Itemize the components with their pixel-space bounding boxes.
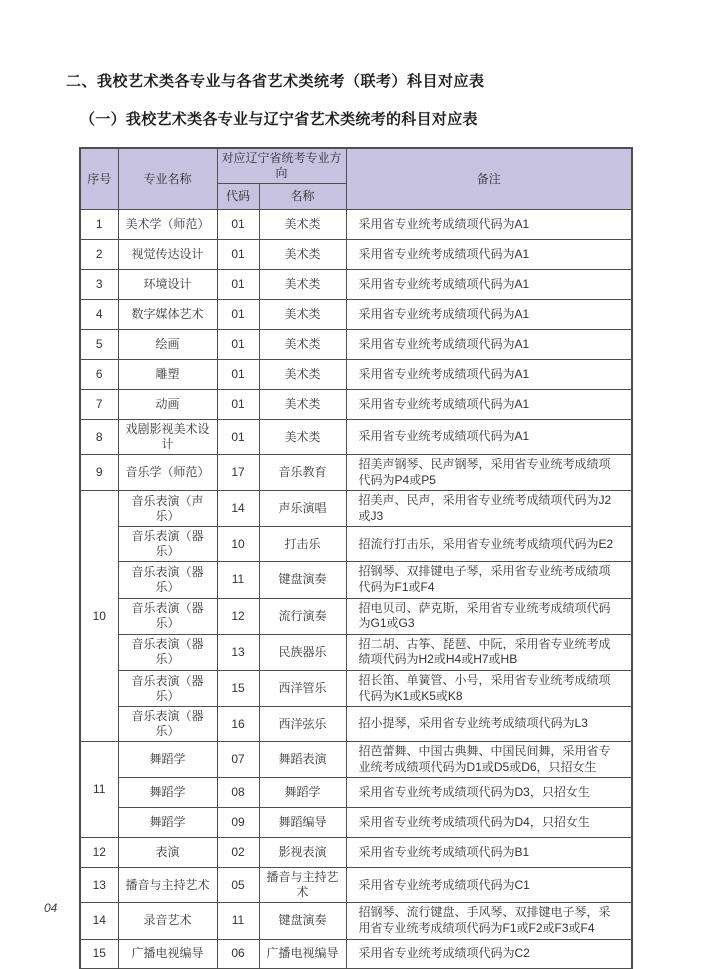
cell-code: 05 xyxy=(217,868,259,903)
cell-code: 09 xyxy=(217,808,259,838)
cell-index: 7 xyxy=(80,390,118,420)
table-row xyxy=(80,270,632,300)
cell-remark: 招长笛、单簧管、小号，采用省专业统考成绩项代码为K1或K5或K8 xyxy=(346,670,632,706)
cell-index: 5 xyxy=(80,330,118,360)
table-row xyxy=(80,670,632,706)
cell-name: 广播电视编导 xyxy=(259,939,346,969)
cell-remark: 招小提琴，采用省专业统考成绩项代码为L3 xyxy=(346,707,632,742)
cell-name: 音乐教育 xyxy=(259,455,346,491)
cell-remark: 采用省专业统考成绩项代码为D4，只招女生 xyxy=(346,808,632,838)
cell-remark: 采用省专业统考成绩项代码为A1 xyxy=(346,210,632,240)
cell-code: 01 xyxy=(217,390,259,420)
header-cell-index: 序号 xyxy=(80,148,118,210)
cell-code: 01 xyxy=(217,270,259,300)
subject-mapping-table xyxy=(79,147,633,969)
cell-code: 01 xyxy=(217,330,259,360)
table-row xyxy=(80,838,632,868)
cell-major: 数字媒体艺术 xyxy=(118,300,217,330)
table-row xyxy=(80,390,632,420)
table-row xyxy=(80,707,632,742)
header-cell-remark: 备注 xyxy=(346,148,632,210)
cell-remark: 采用省专业统考成绩项代码为D3，只招女生 xyxy=(346,778,632,808)
table-row xyxy=(80,903,632,939)
cell-name: 打击乐 xyxy=(259,527,346,562)
cell-remark: 采用省专业统考成绩项代码为B1 xyxy=(346,838,632,868)
cell-code: 08 xyxy=(217,778,259,808)
cell-name: 美术类 xyxy=(259,420,346,455)
cell-major: 舞蹈学 xyxy=(118,742,217,778)
cell-code: 11 xyxy=(217,562,259,598)
cell-code: 10 xyxy=(217,527,259,562)
table-row xyxy=(80,330,632,360)
cell-index: 10 xyxy=(80,491,118,742)
cell-name: 美术类 xyxy=(259,270,346,300)
cell-code: 07 xyxy=(217,742,259,778)
table-row xyxy=(80,210,632,240)
cell-remark: 采用省专业统考成绩项代码为A1 xyxy=(346,240,632,270)
subsection-title: （一）我校艺术类各专业与辽宁省艺术类统考的科目对应表 xyxy=(80,111,478,128)
cell-code: 17 xyxy=(217,455,259,491)
table-row xyxy=(80,420,632,455)
cell-remark: 招流行打击乐，采用省专业统考成绩项代码为E2 xyxy=(346,527,632,562)
table-row xyxy=(80,868,632,903)
cell-remark: 招钢琴、双排键电子琴，采用省专业统考成绩项代码为F1或F4 xyxy=(346,562,632,598)
cell-name: 西洋管乐 xyxy=(259,670,346,706)
cell-major: 音乐表演（声乐） xyxy=(118,491,217,527)
cell-name: 美术类 xyxy=(259,390,346,420)
cell-major: 戏剧影视美术设计 xyxy=(118,420,217,455)
cell-remark: 招芭蕾舞、中国古典舞、中国民间舞，采用省专业统考成绩项代码为D1或D5或D6，只招女生 xyxy=(346,742,632,778)
cell-name: 键盘演奏 xyxy=(259,903,346,939)
cell-name: 播音与主持艺术 xyxy=(259,868,346,903)
table-row xyxy=(80,808,632,838)
cell-remark: 招二胡、古筝、琵琶、中阮，采用省专业统考成绩项代码为H2或H4或H7或HB xyxy=(346,634,632,670)
cell-code: 15 xyxy=(217,670,259,706)
cell-code: 01 xyxy=(217,240,259,270)
cell-major: 舞蹈学 xyxy=(118,778,217,808)
cell-major: 音乐学（师范） xyxy=(118,455,217,491)
cell-name: 西洋弦乐 xyxy=(259,707,346,742)
table-row xyxy=(80,491,632,527)
cell-code: 14 xyxy=(217,491,259,527)
cell-major: 音乐表演（器乐） xyxy=(118,670,217,706)
cell-name: 流行演奏 xyxy=(259,598,346,634)
cell-major: 舞蹈学 xyxy=(118,808,217,838)
cell-major: 录音艺术 xyxy=(118,903,217,939)
cell-remark: 采用省专业统考成绩项代码为A1 xyxy=(346,300,632,330)
cell-major: 音乐表演（器乐） xyxy=(118,707,217,742)
table-row xyxy=(80,598,632,634)
cell-major: 广播电视编导 xyxy=(118,939,217,969)
cell-major: 音乐表演（器乐） xyxy=(118,634,217,670)
table-header xyxy=(80,148,632,210)
cell-code: 13 xyxy=(217,634,259,670)
cell-remark: 采用省专业统考成绩项代码为A1 xyxy=(346,420,632,455)
table-row xyxy=(80,939,632,969)
table-row xyxy=(80,240,632,270)
header-cell-name: 名称 xyxy=(259,184,346,210)
cell-remark: 招电贝司、萨克斯，采用省专业统考成绩项代码为G1或G3 xyxy=(346,598,632,634)
cell-remark: 采用省专业统考成绩项代码为C1 xyxy=(346,868,632,903)
cell-name: 美术类 xyxy=(259,360,346,390)
cell-remark: 招美声、民声，采用省专业统考成绩项代码为J2或J3 xyxy=(346,491,632,527)
cell-major: 视觉传达设计 xyxy=(118,240,217,270)
cell-name: 美术类 xyxy=(259,240,346,270)
cell-name: 舞蹈编导 xyxy=(259,808,346,838)
cell-major: 音乐表演（器乐） xyxy=(118,527,217,562)
table-row xyxy=(80,300,632,330)
cell-index: 9 xyxy=(80,455,118,491)
cell-index: 13 xyxy=(80,868,118,903)
cell-code: 01 xyxy=(217,420,259,455)
cell-major: 播音与主持艺术 xyxy=(118,868,217,903)
cell-name: 影视表演 xyxy=(259,838,346,868)
cell-index: 11 xyxy=(80,742,118,838)
header-row-top xyxy=(80,148,632,184)
cell-major: 动画 xyxy=(118,390,217,420)
header-cell-major: 专业名称 xyxy=(118,148,217,210)
cell-code: 01 xyxy=(217,210,259,240)
cell-name: 舞蹈学 xyxy=(259,778,346,808)
cell-code: 06 xyxy=(217,939,259,969)
cell-remark: 招钢琴、流行键盘、手风琴、双排键电子琴，采用省专业统考成绩项代码为F1或F2或F3或F4 xyxy=(346,903,632,939)
cell-major: 音乐表演（器乐） xyxy=(118,598,217,634)
cell-index: 15 xyxy=(80,939,118,969)
cell-index: 14 xyxy=(80,903,118,939)
table-row xyxy=(80,455,632,491)
cell-code: 16 xyxy=(217,707,259,742)
page-number: 04 xyxy=(44,901,58,915)
cell-remark: 采用省专业统考成绩项代码为A1 xyxy=(346,390,632,420)
cell-major: 音乐表演（器乐） xyxy=(118,562,217,598)
table-row xyxy=(80,742,632,778)
cell-code: 12 xyxy=(217,598,259,634)
cell-major: 绘画 xyxy=(118,330,217,360)
cell-index: 4 xyxy=(80,300,118,330)
table-row xyxy=(80,634,632,670)
cell-remark: 采用省专业统考成绩项代码为A1 xyxy=(346,330,632,360)
cell-remark: 招美声钢琴、民声钢琴，采用省专业统考成绩项代码为P4或P5 xyxy=(346,455,632,491)
table-body xyxy=(80,210,632,969)
cell-name: 民族器乐 xyxy=(259,634,346,670)
cell-name: 美术类 xyxy=(259,300,346,330)
cell-remark: 采用省专业统考成绩项代码为C2 xyxy=(346,939,632,969)
cell-name: 美术类 xyxy=(259,330,346,360)
cell-index: 6 xyxy=(80,360,118,390)
cell-name: 键盘演奏 xyxy=(259,562,346,598)
table-row xyxy=(80,527,632,562)
cell-index: 1 xyxy=(80,210,118,240)
header-cell-group: 对应辽宁省统考专业方向 xyxy=(217,148,346,184)
cell-index: 8 xyxy=(80,420,118,455)
cell-name: 声乐演唱 xyxy=(259,491,346,527)
cell-name: 美术类 xyxy=(259,210,346,240)
cell-code: 01 xyxy=(217,300,259,330)
table-row xyxy=(80,562,632,598)
header-cell-code: 代码 xyxy=(217,184,259,210)
table-row xyxy=(80,778,632,808)
cell-major: 雕塑 xyxy=(118,360,217,390)
section-title: 二、我校艺术类各专业与各省艺术类统考（联考）科目对应表 xyxy=(66,73,485,90)
cell-remark: 采用省专业统考成绩项代码为A1 xyxy=(346,270,632,300)
table-row xyxy=(80,360,632,390)
cell-name: 舞蹈表演 xyxy=(259,742,346,778)
cell-code: 01 xyxy=(217,360,259,390)
cell-code: 02 xyxy=(217,838,259,868)
cell-major: 美术学（师范） xyxy=(118,210,217,240)
cell-index: 2 xyxy=(80,240,118,270)
cell-remark: 采用省专业统考成绩项代码为A1 xyxy=(346,360,632,390)
cell-major: 表演 xyxy=(118,838,217,868)
cell-major: 环境设计 xyxy=(118,270,217,300)
cell-index: 12 xyxy=(80,838,118,868)
cell-code: 11 xyxy=(217,903,259,939)
cell-index: 3 xyxy=(80,270,118,300)
